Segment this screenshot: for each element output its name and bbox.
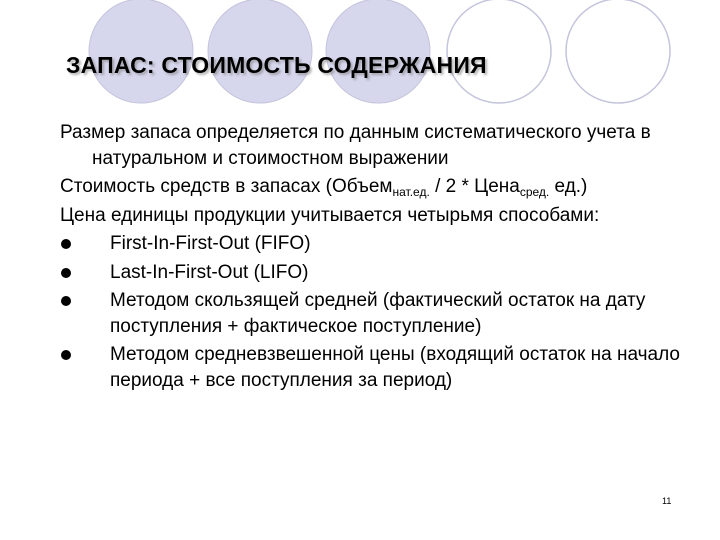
method-text: Методом средневзвешенной цены (входящий остаток на начало периода + все поступления за период) [110,344,680,391]
slide-title: ЗАПАС: СТОИМОСТЬ СОДЕРЖАНИЯ [66,52,487,78]
paragraph-inventory-size: Размер запаса определяется по данным систематического учета в натуральном и стоимостном выражении [60,122,651,169]
paragraph-unit-price: Цена единицы продукции учитывается четырьмя способами: [60,204,600,226]
method-text: First-In-First-Out (FIFO) [110,233,311,254]
cost-text-part-2: / 2 * Цена [429,176,520,197]
cost-text-part-3: ед.) [549,176,588,197]
price-subscript: сред. [519,185,550,199]
list-item [60,342,700,393]
list-item [60,288,700,339]
bullet-icon [61,268,71,278]
bullet-icon [61,296,71,306]
methods-list [60,231,700,393]
method-text: Last-In-First-Out (LIFO) [110,261,309,283]
volume-subscript: нат.ед. [392,185,430,199]
bullet-icon [61,239,71,249]
cost-text-part-1: Стоимость средств в запасах (Объем [60,176,393,197]
list-item [60,260,700,286]
list-item [60,231,700,257]
method-text: Методом скользящей средней (фактический остаток на дату поступления + фактическое поступление) [110,290,646,337]
bullet-icon [61,350,71,360]
deco-circle-5 [566,0,670,103]
page-number: 11 [662,496,672,506]
slide-body [60,120,700,396]
paragraph-inventory-cost [60,174,700,200]
